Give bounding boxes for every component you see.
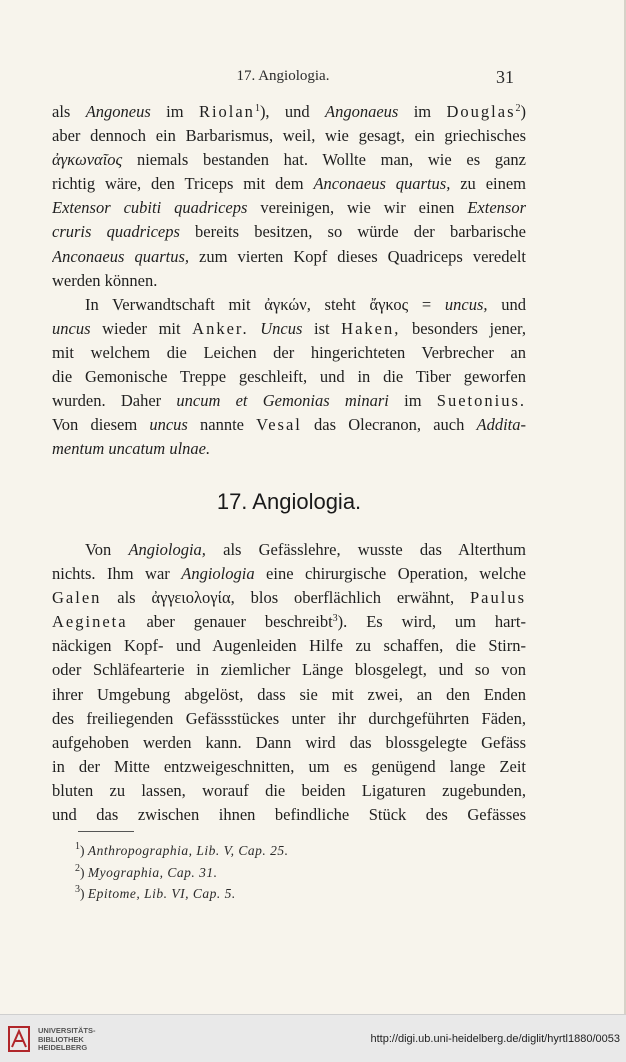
text-line xyxy=(52,148,526,172)
footer-bar xyxy=(0,1014,626,1062)
text-line xyxy=(52,779,526,803)
library-logo-text xyxy=(38,1027,96,1053)
text-run: das Olecranon, auch xyxy=(301,415,477,435)
footnote xyxy=(75,862,289,884)
text-run: Von diesem xyxy=(52,415,150,435)
text-run: niemals bestanden hat. Wollte man, wie es ganz xyxy=(122,150,526,170)
text-run: uncus, xyxy=(444,294,488,314)
text-run: ἀγκών xyxy=(264,294,307,314)
text-run: Anker. xyxy=(192,318,249,338)
text-run: ἀγκωναῖος xyxy=(52,150,123,170)
text-run: Angiologia xyxy=(181,564,255,584)
text-run: ihrer Umgebung abgelöst, dass sie mit zwei, an den Enden xyxy=(52,684,526,704)
text-run: des freiliegenden Gefässstückes unter ihr durchgeführten Fäden, xyxy=(52,708,526,728)
text-line xyxy=(52,172,526,196)
text-run: Vesal xyxy=(256,415,302,435)
text-line xyxy=(52,341,526,365)
footnote-rule xyxy=(78,831,134,832)
text-run: im xyxy=(388,391,437,411)
text-run: ἄγκος xyxy=(369,294,409,314)
text-run: besonders jener, xyxy=(400,318,526,338)
text-run: wurden. Daher xyxy=(52,391,177,411)
logo-line: UNIVERSITÄTS- xyxy=(38,1026,96,1035)
text-run: Douglas xyxy=(446,102,516,121)
text-run: eine chirurgische Operation, welche xyxy=(254,564,526,584)
text-run: cruris quadriceps xyxy=(52,222,180,242)
text-run: ). Es wird, um hart- xyxy=(337,612,526,632)
body-text-top xyxy=(52,100,526,461)
library-seal-icon xyxy=(8,1023,30,1055)
text-run: Anconaeus quartus, xyxy=(52,246,189,266)
text-run: , steht xyxy=(306,294,370,314)
text-line xyxy=(52,562,526,586)
footnote-marker: 3 xyxy=(332,613,338,625)
text-run: und das zwischen ihnen befindliche Stück des Gefässes xyxy=(52,805,526,825)
text-run: ), und xyxy=(259,102,326,121)
text-line xyxy=(52,389,526,413)
footnote xyxy=(75,883,289,905)
text-run: , blos oberflächlich erwähnt, xyxy=(230,588,470,608)
text-run: uncus xyxy=(52,318,91,338)
logo-line: BIBLIOTHEK xyxy=(38,1034,84,1044)
text-run: Suetonius. xyxy=(436,391,526,411)
text-line xyxy=(52,317,526,341)
text-run: ist xyxy=(302,318,342,338)
text-run: als Gefässlehre, wusste das Alterthum xyxy=(205,540,526,559)
footnote-mark: 2 xyxy=(75,862,80,874)
source-url-link[interactable]: http://digi.ub.uni-heidelberg.de/diglit/hyrtl1880/0053 xyxy=(370,1033,620,1045)
text-run: und xyxy=(487,294,526,314)
text-line xyxy=(52,610,526,634)
text-run: Angoneus xyxy=(85,102,151,121)
text-line xyxy=(52,755,526,779)
text-run: Riolan xyxy=(198,102,255,121)
text-run: bluten zu lassen, worauf die beiden Ligaturen zugebunden, xyxy=(52,780,526,800)
section-heading: 17. Angiologia. xyxy=(216,489,362,514)
text-line xyxy=(52,293,526,317)
text-run: nichts. Ihm war xyxy=(52,564,182,584)
text-run: als xyxy=(101,588,152,608)
page-number: 31 xyxy=(496,67,514,87)
library-logo[interactable] xyxy=(8,1021,118,1057)
text-run: mentum uncatum ulnae. xyxy=(52,439,211,459)
footnote-mark: 3 xyxy=(75,884,80,895)
footnote-paren: ) xyxy=(80,864,88,880)
text-run: im xyxy=(398,102,447,121)
footnote-text: Myographia, Cap. 31. xyxy=(87,864,218,880)
text-line xyxy=(52,220,526,244)
text-run: Haken, xyxy=(341,318,401,338)
text-line xyxy=(52,269,526,293)
text-run: aufgehoben werden kann. Dann wird das blossgelegte Gefäss xyxy=(52,732,526,752)
text-run: näckigen Kopf- und Augenleiden Hilfe zu schaffen, die Stirn- xyxy=(52,636,526,656)
text-line xyxy=(52,100,526,124)
text-run: = xyxy=(408,294,445,314)
text-line xyxy=(52,196,526,220)
text-line xyxy=(52,731,526,755)
running-head-title: 17. Angiologia. xyxy=(236,68,330,84)
text-run: aber dennoch ein Barbarismus, weil, wie gesagt, ein griechisches xyxy=(52,126,526,146)
text-run: ) xyxy=(520,102,526,121)
text-run: mit welchem die Leichen der hingerichteten Verbrecher an xyxy=(52,342,526,362)
text-run: nannte xyxy=(187,415,257,435)
text-run: Addita- xyxy=(476,415,526,435)
footnote-marker: 1 xyxy=(254,103,260,114)
text-line xyxy=(52,437,526,461)
text-run: oder Schläfearterie in ziemlicher Länge blosgelegt, und so von xyxy=(52,660,526,680)
text-run: Von xyxy=(85,540,129,559)
footnote-paren: ) xyxy=(80,843,88,858)
text-line xyxy=(52,707,526,731)
text-line xyxy=(52,413,526,437)
text-run: Paulus xyxy=(469,588,526,608)
text-run: vereinigen, wie wir einen xyxy=(247,198,468,218)
text-line xyxy=(52,803,526,827)
footnote-text: Anthropographia, Lib. V, Cap. 25. xyxy=(87,843,289,858)
text-line xyxy=(52,124,526,148)
text-run: werden können. xyxy=(52,270,158,290)
text-line xyxy=(52,683,526,707)
text-run: als xyxy=(52,102,86,121)
text-run: Angonaeus xyxy=(325,102,399,121)
logo-line: HEIDELBERG xyxy=(38,1043,88,1052)
text-run: in der Mitte entzweigeschnitten, um es genügend lange Zeit xyxy=(52,756,526,776)
text-run: Anconaeus quartus, xyxy=(313,174,451,194)
text-line xyxy=(52,634,526,658)
text-run: aber genauer beschreibt xyxy=(127,612,333,632)
text-run: Angiologia, xyxy=(128,540,206,559)
text-run: im xyxy=(150,102,199,121)
text-run xyxy=(249,319,261,338)
text-run: Aegineta xyxy=(52,612,128,632)
text-line xyxy=(52,658,526,682)
text-run: zu einem xyxy=(450,174,526,194)
footnote-text: Epitome, Lib. VI, Cap. 5. xyxy=(87,886,236,901)
footnote-paren: ) xyxy=(80,886,88,901)
text-run: Galen xyxy=(52,588,102,608)
text-run: uncum et Gemonias minari xyxy=(176,391,389,411)
text-run: Extensor xyxy=(467,198,526,218)
text-run: Uncus xyxy=(260,318,303,338)
text-run: die Gemonische Treppe geschleift, und in die Tiber geworfen xyxy=(52,367,526,387)
section-body-text xyxy=(52,538,526,827)
text-run: wieder mit xyxy=(90,318,193,338)
text-run: zum vierten Kopf dieses Quadriceps veredelt xyxy=(189,246,526,266)
footnote xyxy=(75,840,289,862)
text-line xyxy=(52,365,526,389)
text-run: bereits besitzen, so würde der barbarische xyxy=(179,222,526,242)
text-line xyxy=(52,586,526,610)
running-head xyxy=(52,68,514,90)
footnotes xyxy=(75,840,289,905)
text-line xyxy=(52,538,526,562)
text-run: richtig wäre, den Triceps mit dem xyxy=(52,174,314,194)
text-run: ἀγγειολογία xyxy=(151,588,231,608)
text-run: uncus xyxy=(149,415,188,435)
footnote-marker: 2 xyxy=(515,103,521,114)
text-line xyxy=(52,245,526,269)
text-run: Extensor cubiti quadriceps xyxy=(52,198,248,218)
text-run: In Verwandtschaft mit xyxy=(85,294,265,314)
footnote-mark: 1 xyxy=(75,841,80,852)
